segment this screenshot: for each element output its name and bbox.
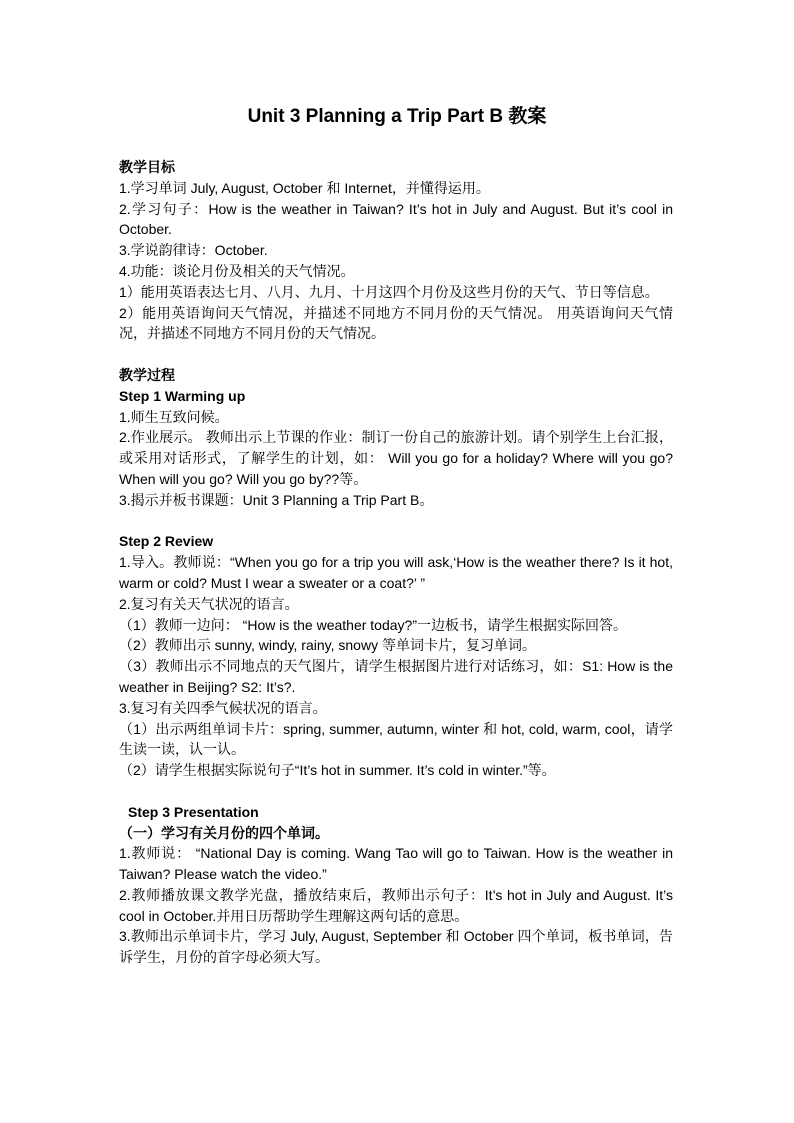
objective-line: 1）能用英语表达七月、八月、九月、十月这四个月份及这些月份的天气、节日等信息。 <box>119 283 659 300</box>
step3-line: 1.教师说： “National Day is coming. Wang Tao will go to Taiwan. How is the weather in Taiwan? Please watch the video.” <box>119 845 673 883</box>
document-title: Unit 3 Planning a Trip Part B 教案 <box>247 106 547 127</box>
step2-line: 2.复习有关天气状况的语言。 <box>119 595 299 612</box>
process-heading: 教学过程 <box>119 366 175 383</box>
step1-line: 2.作业展示。 教师出示上节课的作业：制订一份自己的旅游计划。请个别学生上台汇报，或采用对话形式，了解学生的计划，如： Will you go for a holiday? Where will you go? When will you go? Will you go by??等。 <box>119 429 673 487</box>
step1-heading: Step 1 Warming up <box>119 387 246 404</box>
step3-subheading: （一）学习有关月份的四个单词。 <box>119 824 329 841</box>
document-body <box>119 157 673 968</box>
objective-line: 3.学说韵律诗：October. <box>119 242 268 259</box>
step2-line: （2）教师出示 sunny, windy, rainy, snowy 等单词卡片，复习单词。 <box>119 637 536 654</box>
objectives-heading: 教学目标 <box>119 159 175 175</box>
objective-line: 2）能用英语询问天气情况，并描述不同地方不同月份的天气情况。 用英语询问天气情况，并描述不同地方不同月份的天气情况。 <box>119 304 673 342</box>
objective-line: 1.学习单词 July, August, October 和 Internet，并懂得运用。 <box>119 179 490 196</box>
step2-line: （1）出示两组单词卡片：spring, summer, autumn, winter 和 hot, cold, warm, cool，请学生读一读，认一认。 <box>119 720 673 758</box>
paragraph-gap <box>119 511 673 532</box>
step3-heading: Step 3 Presentation <box>128 803 259 820</box>
step1-line: 1.师生互致问候。 <box>119 408 229 425</box>
step2-line: （2）请学生根据实际说句子“It’s hot in summer. It’s cold in winter.”等。 <box>119 762 556 779</box>
step2-line: （1）教师一边问： “How is the weather today?”一边板书，请学生根据实际回答。 <box>119 616 627 633</box>
step3-line: 2.教师播放课文教学光盘，播放结束后，教师出示句子：It’s hot in July and August. It’s cool in October.并用日历帮助学生理解这两句话的意思。 <box>119 886 673 924</box>
step2-line: （3）教师出示不同地点的天气图片，请学生根据图片进行对话练习，如：S1: How is the weather in Beijing? S2: It’s?. <box>119 658 673 695</box>
step3-line: 3.教师出示单词卡片，学习 July, August, September 和 October 四个单词，板书单词，告诉学生，月份的首字母必须大写。 <box>119 928 673 966</box>
step2-line: 3.复习有关四季气候状况的语言。 <box>119 699 327 716</box>
objective-line: 2.学习句子：How is the weather in Taiwan? It’s hot in July and August. But it’s cool in October. <box>119 200 673 238</box>
step2-line: 1.导入。教师说：“When you go for a trip you will ask,‘How is the weather there? Is it hot, warm or cold? Must I wear a sweater or a coat?’ ” <box>119 554 673 591</box>
paragraph-gap <box>119 781 673 802</box>
step1-line: 3.揭示并板书课题：Unit 3 Planning a Trip Part B。 <box>119 491 434 508</box>
paragraph-gap <box>119 344 673 365</box>
objective-line: 4.功能：谈论月份及相关的天气情况。 <box>119 262 355 279</box>
step2-heading: Step 2 Review <box>119 533 214 550</box>
